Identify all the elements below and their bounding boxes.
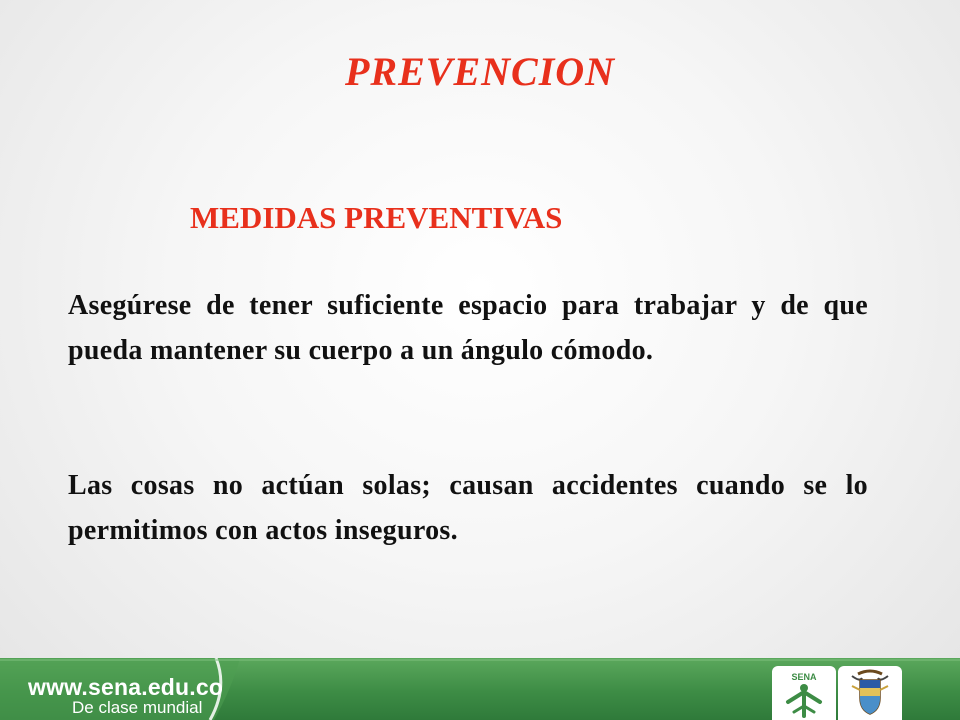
paragraph-space-advice: Asegúrese de tener suficiente espacio para trabajar y de que pueda mantener su cuerpo a un ángulo cómodo. [68, 290, 868, 366]
footer-url-link[interactable]: www.sena.edu.co [28, 674, 224, 700]
section-subtitle: MEDIDAS PREVENTIVAS [190, 200, 563, 235]
svg-text:SENA: SENA [791, 672, 817, 682]
coat-of-arms-icon [838, 666, 902, 720]
sena-logo [772, 666, 836, 720]
paragraph-unsafe-acts: Las cosas no actúan solas; causan accidentes cuando se lo permitimos con actos inseguros. [68, 470, 868, 546]
colombia-coat-of-arms [838, 666, 902, 720]
sena-logo-icon [772, 666, 836, 720]
footer-tagline: De clase mundial [72, 698, 203, 717]
slide-title: PREVENCION [344, 49, 616, 94]
